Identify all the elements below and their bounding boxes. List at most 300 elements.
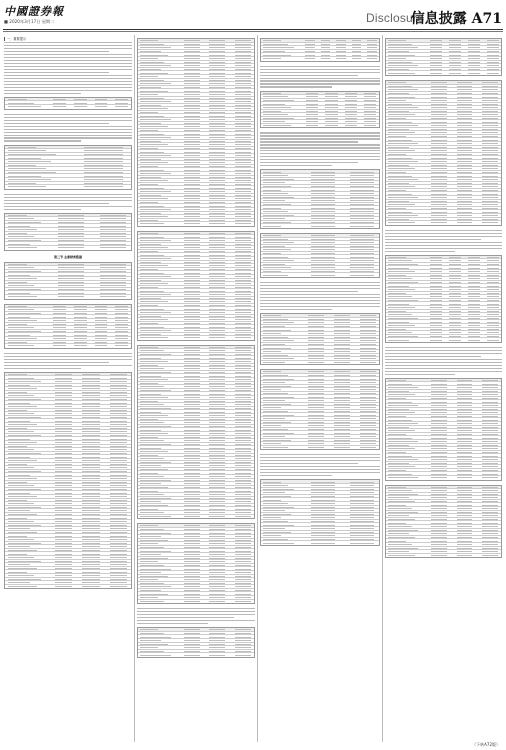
table-cell <box>360 362 376 363</box>
table-cell <box>311 172 335 173</box>
table-cell <box>8 467 34 468</box>
table-cell <box>209 319 225 320</box>
table-cell <box>482 441 498 442</box>
table-cell <box>360 422 376 423</box>
table-cell <box>184 551 200 552</box>
table-cell <box>311 242 335 243</box>
table-cell <box>311 482 335 483</box>
table-cell <box>209 247 225 248</box>
table-cell <box>449 62 461 63</box>
table-cell <box>235 437 251 438</box>
table-cell <box>311 503 335 504</box>
table-cell <box>209 426 225 427</box>
table-cell <box>482 515 498 516</box>
table-cell <box>140 301 167 302</box>
table-cell <box>352 51 362 52</box>
table-cell <box>8 471 41 472</box>
table-cell <box>482 459 498 460</box>
table-cell <box>184 505 200 506</box>
table-cell <box>115 327 128 328</box>
table-cell <box>82 564 99 565</box>
table-cell <box>308 393 324 394</box>
text-block-4 <box>4 353 132 369</box>
table-cell <box>55 572 72 573</box>
table-cell <box>8 489 41 490</box>
table-cell <box>457 168 473 169</box>
table-cell <box>140 386 164 387</box>
table-cell <box>325 107 337 108</box>
table-cell <box>325 111 337 112</box>
table-cell <box>140 108 167 109</box>
table-cell <box>308 386 324 387</box>
table-cell <box>140 501 161 502</box>
table-cell <box>184 291 200 292</box>
table-cell <box>184 319 200 320</box>
table-cell <box>487 318 499 319</box>
table-cell <box>140 73 167 74</box>
table-cell <box>336 51 346 52</box>
table-cell <box>352 58 362 59</box>
table-cell <box>184 350 200 351</box>
table-cell <box>8 395 34 396</box>
table-cell <box>140 244 161 245</box>
table-cell <box>431 143 447 144</box>
text-line <box>385 230 502 231</box>
table-cell <box>140 291 164 292</box>
table-cell <box>263 193 287 194</box>
table-cell <box>184 170 200 171</box>
table-cell <box>449 257 461 258</box>
table-cell <box>209 305 225 306</box>
table-cell <box>311 264 335 265</box>
table-cell <box>184 47 200 48</box>
table-cell <box>115 345 128 346</box>
table-cell <box>482 434 498 435</box>
table-cell <box>457 448 473 449</box>
table-cell <box>311 521 335 522</box>
table-cell <box>235 134 251 135</box>
table-cell <box>110 539 127 540</box>
table-cell <box>55 453 72 454</box>
table-cell <box>235 247 251 248</box>
table-cell <box>8 543 41 544</box>
table-cell <box>110 485 127 486</box>
table-cell <box>457 497 473 498</box>
table-cell <box>457 490 473 491</box>
section-english-title: Disclosure <box>365 11 424 25</box>
column-2 <box>137 35 255 742</box>
table-cell <box>350 197 374 198</box>
table-cell <box>140 280 161 281</box>
table-cell <box>334 322 350 323</box>
table-cell <box>430 264 442 265</box>
table-cell <box>388 275 406 276</box>
table-cell <box>487 62 499 63</box>
table-cell <box>140 298 161 299</box>
table-row <box>5 105 131 109</box>
table-cell <box>140 651 164 652</box>
table-cell <box>306 107 318 108</box>
table-cell <box>235 159 251 160</box>
table-cell <box>82 489 99 490</box>
table-cell <box>209 455 225 456</box>
table-cell <box>235 579 251 580</box>
table-cell <box>468 47 480 48</box>
table-cell <box>487 332 499 333</box>
text-line <box>260 306 380 307</box>
table-cell <box>140 347 158 348</box>
table-cell <box>82 579 99 580</box>
text-line <box>260 282 380 283</box>
table-cell <box>263 433 294 434</box>
table-cell <box>184 58 200 59</box>
table-cell <box>100 218 126 219</box>
table-cell <box>235 540 251 541</box>
table-cell <box>82 457 99 458</box>
table-cell <box>184 283 200 284</box>
table-cell <box>482 519 498 520</box>
table-cell <box>55 503 72 504</box>
table-cell <box>140 365 158 366</box>
table-cell <box>311 182 335 183</box>
data-table <box>4 145 132 190</box>
table-cell <box>235 47 251 48</box>
table-cell <box>388 384 412 385</box>
table-cell <box>110 471 127 472</box>
table-cell <box>82 435 99 436</box>
table-cell <box>209 386 225 387</box>
table-cell <box>140 415 167 416</box>
table-cell <box>82 464 99 465</box>
table-cell <box>308 422 324 423</box>
table-cell <box>110 550 127 551</box>
table-cell <box>55 543 72 544</box>
table-cell <box>95 103 108 104</box>
table-cell <box>457 438 473 439</box>
table-cell <box>263 496 291 497</box>
table-cell <box>55 579 72 580</box>
table-cell <box>55 413 72 414</box>
text-line <box>385 248 502 249</box>
table-cell <box>209 469 225 470</box>
table-cell <box>140 213 161 214</box>
table-cell <box>209 294 225 295</box>
table-cell <box>388 548 418 549</box>
table-cell <box>82 528 99 529</box>
table-cell <box>8 532 38 533</box>
table-cell <box>388 183 409 184</box>
table-cell <box>457 533 473 534</box>
table-cell <box>235 280 251 281</box>
table-cell <box>388 107 418 108</box>
table-cell <box>457 186 473 187</box>
table-cell <box>209 419 225 420</box>
table-cell <box>140 372 170 373</box>
table-cell <box>140 455 158 456</box>
table-cell <box>482 427 498 428</box>
table-cell <box>235 401 251 402</box>
table-cell <box>140 262 161 263</box>
table-cell <box>325 121 337 122</box>
table-cell <box>235 137 251 138</box>
text-line <box>4 129 132 130</box>
table-cell <box>431 544 447 545</box>
table-cell <box>140 512 164 513</box>
table-cell <box>311 204 335 205</box>
table-cell <box>110 528 127 529</box>
table-cell <box>263 264 284 265</box>
table-cell <box>8 431 34 432</box>
table-cell <box>364 121 376 122</box>
table-cell <box>100 267 126 268</box>
table-cell <box>55 374 72 375</box>
table-cell <box>457 474 473 475</box>
table-cell <box>263 510 284 511</box>
table-cell <box>431 97 447 98</box>
table-cell <box>431 132 447 133</box>
table-cell <box>311 249 335 250</box>
table-cell <box>140 116 164 117</box>
table-cell <box>209 126 225 127</box>
table-cell <box>431 190 447 191</box>
data-table <box>385 485 502 559</box>
table-cell <box>235 108 251 109</box>
table-cell <box>482 402 498 403</box>
table-cell <box>209 51 225 52</box>
table-cell <box>115 324 128 325</box>
table-cell <box>311 267 335 268</box>
table-cell <box>468 264 480 265</box>
table-cell <box>263 362 284 363</box>
text-line <box>4 72 109 73</box>
table-cell <box>209 412 225 413</box>
table-cell <box>431 402 447 403</box>
table-cell <box>388 114 415 115</box>
table-cell <box>209 422 225 423</box>
table-cell <box>367 51 377 52</box>
table-cell <box>8 296 38 297</box>
table-cell <box>84 150 123 151</box>
table-cell <box>82 550 99 551</box>
table-cell <box>388 143 418 144</box>
table-cell <box>350 528 374 529</box>
text-line <box>260 460 380 461</box>
table-cell <box>140 47 170 48</box>
table-row <box>261 224 379 228</box>
table-cell <box>184 195 200 196</box>
table-cell <box>350 253 374 254</box>
table-cell <box>360 407 376 408</box>
table-cell <box>431 147 447 148</box>
table-cell <box>140 487 167 488</box>
table-cell <box>95 313 108 314</box>
table-cell <box>431 505 447 506</box>
table-cell <box>184 536 200 537</box>
table-cell <box>8 453 41 454</box>
table-cell <box>209 273 225 274</box>
table-cell <box>263 348 291 349</box>
table-cell <box>457 208 473 209</box>
table-cell <box>350 267 374 268</box>
table-cell <box>55 493 72 494</box>
table-cell <box>209 195 225 196</box>
table-cell <box>184 112 200 113</box>
table-cell <box>140 594 167 595</box>
table-cell <box>209 101 225 102</box>
table-cell <box>140 141 161 142</box>
table-cell <box>306 121 318 122</box>
table-cell <box>82 557 99 558</box>
table-cell <box>55 582 72 583</box>
table-cell <box>482 212 498 213</box>
table-cell <box>140 509 158 510</box>
table-cell <box>8 161 51 162</box>
table-cell <box>457 394 473 395</box>
text-line <box>4 51 109 52</box>
table-cell <box>263 492 284 493</box>
table-cell <box>308 436 324 437</box>
table-cell <box>388 40 406 41</box>
table-cell <box>350 525 374 526</box>
table-cell <box>321 40 331 41</box>
table-cell <box>8 579 41 580</box>
table-cell <box>8 528 31 529</box>
table-cell <box>457 412 473 413</box>
table-cell <box>95 345 108 346</box>
table-cell <box>235 144 251 145</box>
table-cell <box>8 222 41 223</box>
table-cell <box>209 444 225 445</box>
table-cell <box>487 47 499 48</box>
table-cell <box>388 168 415 169</box>
table-cell <box>360 447 376 448</box>
table-cell <box>388 260 412 261</box>
table-row <box>261 541 379 545</box>
table-cell <box>334 429 350 430</box>
table-cell <box>334 400 350 401</box>
table-cell <box>321 51 331 52</box>
table-cell <box>487 278 499 279</box>
table-row <box>261 446 379 450</box>
table-cell <box>235 65 251 66</box>
table-cell <box>482 100 498 101</box>
table-cell <box>468 304 480 305</box>
table-cell <box>360 393 376 394</box>
table-cell <box>345 125 357 126</box>
table-cell <box>482 394 498 395</box>
table-cell <box>263 204 291 205</box>
table-cell <box>334 447 350 448</box>
table-cell <box>209 401 225 402</box>
table-cell <box>430 69 442 70</box>
table-cell <box>235 543 251 544</box>
table-cell <box>388 474 412 475</box>
table-cell <box>82 521 99 522</box>
table-cell <box>110 546 127 547</box>
table-cell <box>8 399 41 400</box>
table-cell <box>457 100 473 101</box>
table-cell <box>263 415 294 416</box>
text-line <box>260 159 380 160</box>
table-cell <box>311 208 335 209</box>
table-cell <box>8 410 27 411</box>
table-cell <box>235 440 251 441</box>
table-cell <box>321 58 331 59</box>
text-line <box>4 206 132 207</box>
table-cell <box>209 105 225 106</box>
table-cell <box>140 572 161 573</box>
data-table <box>4 97 132 110</box>
table-cell <box>235 647 251 648</box>
table-cell <box>263 503 287 504</box>
table-cell <box>482 501 498 502</box>
table-cell <box>468 307 480 308</box>
table-cell <box>209 94 225 95</box>
table-cell <box>449 314 461 315</box>
table-cell <box>235 376 251 377</box>
table-cell <box>431 530 447 531</box>
table-row <box>5 246 131 250</box>
table-cell <box>140 283 167 284</box>
table-cell <box>388 427 409 428</box>
table-cell <box>110 586 127 587</box>
table-cell <box>350 211 374 212</box>
table-cell <box>82 388 99 389</box>
table-cell <box>457 122 473 123</box>
table-cell <box>430 286 442 287</box>
table-cell <box>140 188 164 189</box>
table-cell <box>140 76 158 77</box>
table-cell <box>209 501 225 502</box>
table-cell <box>430 329 442 330</box>
table-row <box>5 585 131 589</box>
table-cell <box>431 427 447 428</box>
table-cell <box>263 425 281 426</box>
table-cell <box>482 168 498 169</box>
table-cell <box>140 597 158 598</box>
table-cell <box>110 554 127 555</box>
table-cell <box>263 44 287 45</box>
table-cell <box>100 296 126 297</box>
table-cell <box>334 436 350 437</box>
table-cell <box>235 379 251 380</box>
table-cell <box>140 350 164 351</box>
table-cell <box>140 184 158 185</box>
table-cell <box>457 515 473 516</box>
table-cell <box>184 330 200 331</box>
table-cell <box>235 152 251 153</box>
table-cell <box>388 456 412 457</box>
table-cell <box>308 397 324 398</box>
table-cell <box>8 165 36 166</box>
table-cell <box>388 402 412 403</box>
table-cell <box>209 334 225 335</box>
table-cell <box>360 322 376 323</box>
table-cell <box>468 296 480 297</box>
table-cell <box>305 51 315 52</box>
table-cell <box>311 517 335 518</box>
table-cell <box>184 444 200 445</box>
table-cell <box>430 304 442 305</box>
table-cell <box>388 197 418 198</box>
table-cell <box>482 165 498 166</box>
table-cell <box>235 301 251 302</box>
table-cell <box>235 155 251 156</box>
table-cell <box>209 280 225 281</box>
table-cell <box>184 244 200 245</box>
table-cell <box>364 93 376 94</box>
table-cell <box>457 544 473 545</box>
